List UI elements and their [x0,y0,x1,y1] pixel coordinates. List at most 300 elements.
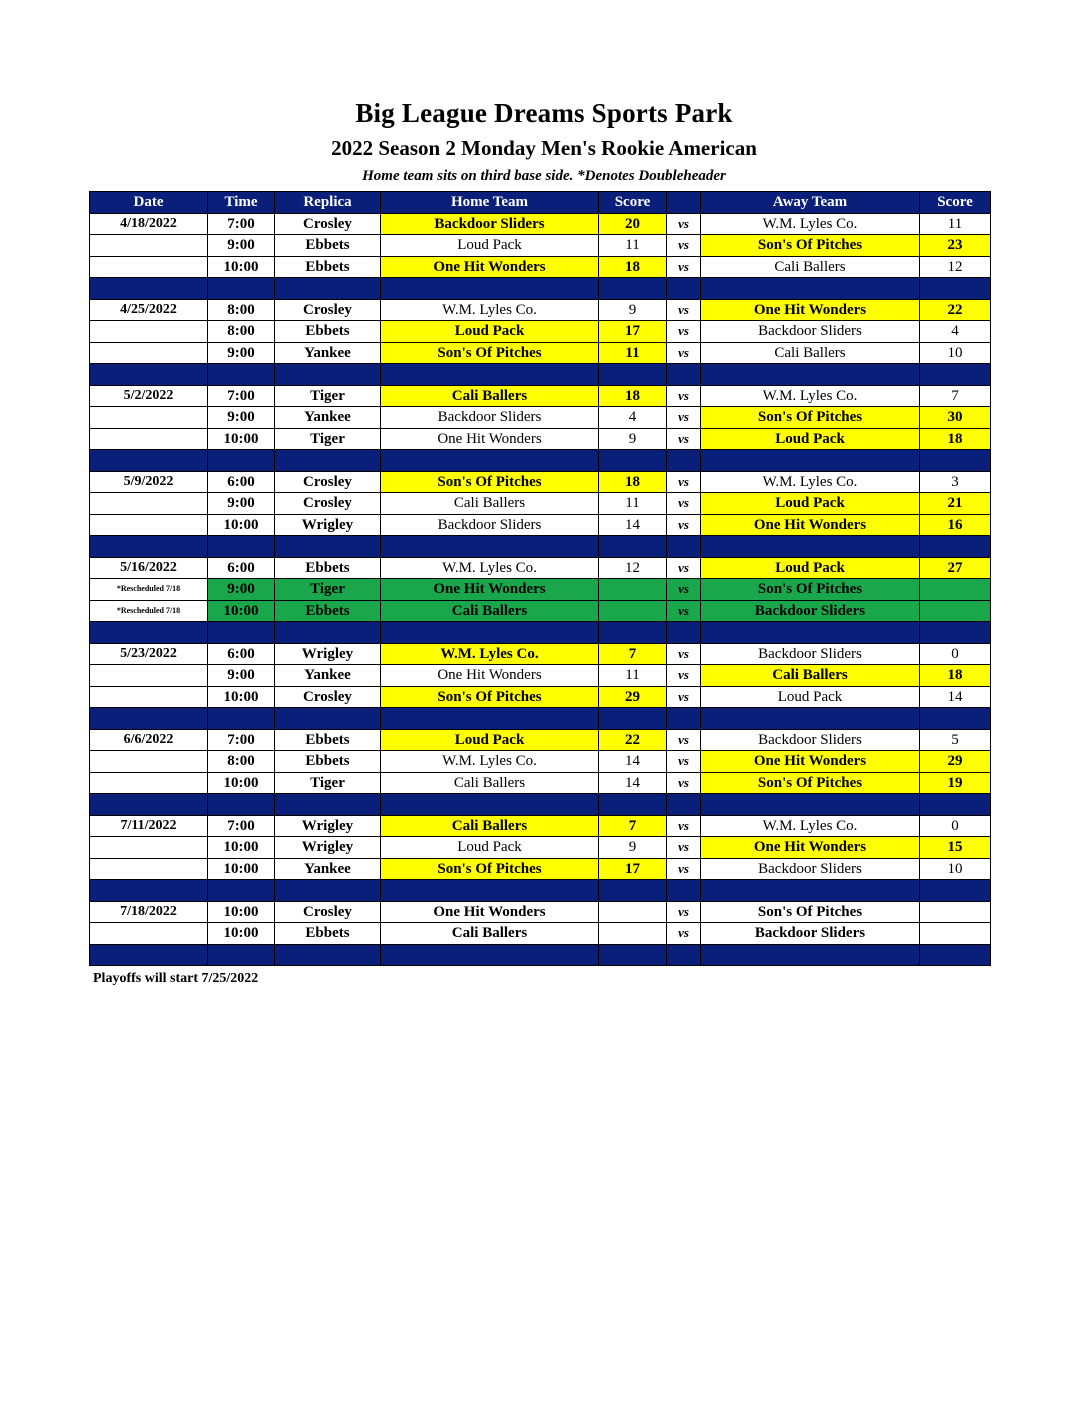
home-team-cell: Cali Ballers [381,772,599,794]
separator-cell [920,278,991,300]
vs-cell: vs [667,579,701,601]
time-cell: 8:00 [208,321,275,343]
home-score-cell: 18 [599,385,667,407]
date-cell [90,923,208,945]
time-cell: 7:00 [208,729,275,751]
field-cell: Yankee [275,342,381,364]
separator-cell [381,364,599,386]
away-team-cell: One Hit Wonders [701,837,920,859]
table-row [90,600,991,622]
time-cell: 10:00 [208,837,275,859]
time-cell: 9:00 [208,579,275,601]
home-team-cell: Cali Ballers [381,923,599,945]
separator-cell [381,794,599,816]
home-team-cell: W.M. Lyles Co. [381,557,599,579]
home-score-cell: 14 [599,772,667,794]
home-score-cell: 7 [599,643,667,665]
home-team-cell: Cali Ballers [381,385,599,407]
vs-cell: vs [667,342,701,364]
field-cell: Crosley [275,471,381,493]
away-score-cell: 14 [920,686,991,708]
home-team-cell: One Hit Wonders [381,665,599,687]
table-row [90,514,991,536]
separator-cell [701,364,920,386]
separator-cell [701,450,920,472]
home-score-cell [599,600,667,622]
column-header [667,192,701,214]
home-score-cell: 7 [599,815,667,837]
date-cell: 7/11/2022 [90,815,208,837]
home-score-cell [599,901,667,923]
home-team-cell: Son's Of Pitches [381,858,599,880]
home-team-cell: Loud Pack [381,321,599,343]
table-row [90,837,991,859]
vs-cell: vs [667,407,701,429]
home-score-cell: 12 [599,557,667,579]
page-title: Big League Dreams Sports Park [355,98,733,128]
field-cell: Ebbets [275,235,381,257]
date-cell [90,751,208,773]
separator-cell [90,536,208,558]
away-team-cell: Loud Pack [701,428,920,450]
separator-cell [701,708,920,730]
vs-cell: vs [667,665,701,687]
vs-cell: vs [667,428,701,450]
time-cell: 10:00 [208,772,275,794]
vs-cell: vs [667,471,701,493]
away-score-cell: 10 [920,858,991,880]
column-header: Score [920,192,991,214]
field-cell: Crosley [275,493,381,515]
table-header-row [90,192,991,214]
home-score-cell: 11 [599,665,667,687]
date-cell: 7/18/2022 [90,901,208,923]
time-cell: 7:00 [208,815,275,837]
home-team-cell: Cali Ballers [381,493,599,515]
separator-cell [599,880,667,902]
away-score-cell: 29 [920,751,991,773]
date-cell: 6/6/2022 [90,729,208,751]
separator-cell [381,278,599,300]
date-cell: 5/23/2022 [90,643,208,665]
week-separator-row [90,880,991,902]
field-cell: Ebbets [275,256,381,278]
vs-cell: vs [667,751,701,773]
separator-cell [275,364,381,386]
date-cell [90,342,208,364]
away-score-cell: 23 [920,235,991,257]
separator-cell [381,944,599,966]
home-score-cell: 11 [599,342,667,364]
separator-cell [667,880,701,902]
separator-cell [90,364,208,386]
time-cell: 10:00 [208,858,275,880]
away-team-cell: Loud Pack [701,557,920,579]
time-cell: 6:00 [208,557,275,579]
vs-cell: vs [667,643,701,665]
column-header: Time [208,192,275,214]
home-team-cell: Loud Pack [381,235,599,257]
table-row [90,686,991,708]
date-cell: 5/9/2022 [90,471,208,493]
field-cell: Ebbets [275,729,381,751]
separator-cell [599,278,667,300]
time-cell: 10:00 [208,901,275,923]
time-cell: 10:00 [208,686,275,708]
field-cell: Wrigley [275,815,381,837]
vs-cell: vs [667,235,701,257]
date-cell [90,407,208,429]
away-team-cell: W.M. Lyles Co. [701,815,920,837]
column-header: Away Team [701,192,920,214]
table-row [90,493,991,515]
table-row [90,385,991,407]
separator-cell [701,278,920,300]
home-team-cell: Loud Pack [381,729,599,751]
separator-cell [920,708,991,730]
separator-cell [667,708,701,730]
home-team-cell: Cali Ballers [381,815,599,837]
away-team-cell: W.M. Lyles Co. [701,213,920,235]
home-score-cell: 17 [599,321,667,343]
away-score-cell [920,901,991,923]
field-cell: Ebbets [275,600,381,622]
separator-cell [701,536,920,558]
table-row [90,321,991,343]
home-score-cell: 9 [599,428,667,450]
separator-cell [701,622,920,644]
field-cell: Crosley [275,299,381,321]
table-row [90,901,991,923]
away-score-cell [920,600,991,622]
home-team-cell: Backdoor Sliders [381,213,599,235]
date-cell [90,686,208,708]
date-cell [90,428,208,450]
away-score-cell: 30 [920,407,991,429]
separator-cell [920,364,991,386]
separator-cell [208,450,275,472]
column-header: Score [599,192,667,214]
separator-cell [599,364,667,386]
field-cell: Tiger [275,772,381,794]
separator-cell [90,944,208,966]
home-team-cell: Backdoor Sliders [381,407,599,429]
field-cell: Tiger [275,579,381,601]
away-score-cell: 5 [920,729,991,751]
home-score-cell: 17 [599,858,667,880]
vs-cell: vs [667,772,701,794]
field-cell: Wrigley [275,643,381,665]
vs-cell: vs [667,858,701,880]
away-team-cell: One Hit Wonders [701,514,920,536]
table-row [90,471,991,493]
time-cell: 8:00 [208,751,275,773]
separator-cell [208,364,275,386]
separator-cell [275,536,381,558]
date-cell: *Rescheduled 7/18 [90,579,208,601]
week-separator-row [90,536,991,558]
separator-cell [599,794,667,816]
away-score-cell: 10 [920,342,991,364]
vs-cell: vs [667,901,701,923]
table-row [90,665,991,687]
away-team-cell: Backdoor Sliders [701,321,920,343]
time-cell: 10:00 [208,256,275,278]
home-team-cell: W.M. Lyles Co. [381,299,599,321]
field-cell: Tiger [275,385,381,407]
field-cell: Crosley [275,901,381,923]
separator-cell [599,944,667,966]
separator-cell [208,622,275,644]
time-cell: 6:00 [208,471,275,493]
away-team-cell: Son's Of Pitches [701,901,920,923]
separator-cell [667,364,701,386]
time-cell: 6:00 [208,643,275,665]
separator-cell [599,708,667,730]
field-cell: Tiger [275,428,381,450]
separator-cell [208,536,275,558]
field-cell: Ebbets [275,923,381,945]
away-team-cell: Backdoor Sliders [701,923,920,945]
table-row [90,643,991,665]
away-team-cell: Backdoor Sliders [701,643,920,665]
schedule-table [89,191,991,966]
home-score-cell: 18 [599,256,667,278]
away-score-cell: 18 [920,428,991,450]
separator-cell [599,536,667,558]
field-cell: Yankee [275,407,381,429]
away-team-cell: One Hit Wonders [701,299,920,321]
table-row [90,729,991,751]
away-score-cell [920,579,991,601]
home-team-cell: One Hit Wonders [381,579,599,601]
away-team-cell: One Hit Wonders [701,751,920,773]
separator-cell [90,622,208,644]
table-row [90,213,991,235]
separator-cell [275,944,381,966]
separator-cell [667,794,701,816]
away-team-cell: Backdoor Sliders [701,858,920,880]
table-row [90,579,991,601]
field-cell: Crosley [275,686,381,708]
column-header: Home Team [381,192,599,214]
home-team-cell: Son's Of Pitches [381,471,599,493]
separator-cell [667,278,701,300]
home-team-cell: Backdoor Sliders [381,514,599,536]
date-cell: *Rescheduled 7/18 [90,600,208,622]
away-score-cell: 0 [920,815,991,837]
home-score-cell: 14 [599,751,667,773]
time-cell: 10:00 [208,600,275,622]
time-cell: 9:00 [208,665,275,687]
table-row [90,772,991,794]
table-row [90,815,991,837]
time-cell: 10:00 [208,923,275,945]
vs-cell: vs [667,493,701,515]
away-score-cell: 18 [920,665,991,687]
vs-cell: vs [667,600,701,622]
separator-cell [381,622,599,644]
separator-cell [920,450,991,472]
vs-cell: vs [667,557,701,579]
away-score-cell: 22 [920,299,991,321]
away-score-cell: 7 [920,385,991,407]
date-cell [90,256,208,278]
away-score-cell: 4 [920,321,991,343]
separator-cell [381,536,599,558]
date-cell: 4/25/2022 [90,299,208,321]
separator-cell [90,880,208,902]
away-score-cell: 15 [920,837,991,859]
separator-cell [381,880,599,902]
home-score-cell: 22 [599,729,667,751]
table-row [90,858,991,880]
away-team-cell: Cali Ballers [701,665,920,687]
vs-cell: vs [667,385,701,407]
date-cell: 5/16/2022 [90,557,208,579]
table-row [90,256,991,278]
date-cell [90,772,208,794]
table-row [90,923,991,945]
field-cell: Wrigley [275,514,381,536]
separator-cell [667,944,701,966]
date-cell [90,321,208,343]
separator-cell [381,450,599,472]
separator-cell [920,880,991,902]
table-row [90,751,991,773]
date-cell: 4/18/2022 [90,213,208,235]
time-cell: 10:00 [208,428,275,450]
separator-cell [599,622,667,644]
time-cell: 9:00 [208,493,275,515]
home-score-cell: 9 [599,299,667,321]
separator-cell [275,622,381,644]
separator-cell [667,536,701,558]
home-score-cell: 29 [599,686,667,708]
home-score-cell [599,923,667,945]
week-separator-row [90,278,991,300]
table-row [90,299,991,321]
separator-cell [90,708,208,730]
separator-cell [208,278,275,300]
home-team-cell: One Hit Wonders [381,256,599,278]
field-cell: Wrigley [275,837,381,859]
week-separator-row [90,794,991,816]
away-team-cell: Son's Of Pitches [701,407,920,429]
separator-cell [275,278,381,300]
home-team-cell: W.M. Lyles Co. [381,643,599,665]
field-cell: Ebbets [275,321,381,343]
table-row [90,557,991,579]
vs-cell: vs [667,815,701,837]
vs-cell: vs [667,686,701,708]
away-score-cell: 0 [920,643,991,665]
time-cell: 7:00 [208,385,275,407]
separator-cell [208,880,275,902]
schedule-note: Home team sits on third base side. *Denotes Doubleheader [362,168,726,184]
week-separator-row [90,364,991,386]
away-team-cell: Son's Of Pitches [701,235,920,257]
separator-cell [275,708,381,730]
week-separator-row [90,622,991,644]
time-cell: 9:00 [208,342,275,364]
home-team-cell: One Hit Wonders [381,901,599,923]
vs-cell: vs [667,321,701,343]
separator-cell [701,880,920,902]
home-score-cell: 14 [599,514,667,536]
home-team-cell: W.M. Lyles Co. [381,751,599,773]
separator-cell [208,794,275,816]
away-score-cell: 12 [920,256,991,278]
home-team-cell: Son's Of Pitches [381,686,599,708]
date-cell [90,665,208,687]
time-cell: 10:00 [208,514,275,536]
away-team-cell: Cali Ballers [701,256,920,278]
home-score-cell: 11 [599,235,667,257]
home-team-cell: Son's Of Pitches [381,342,599,364]
time-cell: 8:00 [208,299,275,321]
separator-cell [599,450,667,472]
separator-cell [275,880,381,902]
away-team-cell: Cali Ballers [701,342,920,364]
separator-cell [920,536,991,558]
vs-cell: vs [667,729,701,751]
date-cell [90,514,208,536]
separator-cell [701,944,920,966]
separator-cell [920,622,991,644]
week-separator-row [90,708,991,730]
away-score-cell: 11 [920,213,991,235]
week-separator-row [90,450,991,472]
home-team-cell: One Hit Wonders [381,428,599,450]
separator-cell [275,794,381,816]
field-cell: Yankee [275,665,381,687]
away-score-cell: 3 [920,471,991,493]
date-cell [90,235,208,257]
home-team-cell: Cali Ballers [381,600,599,622]
column-header: Replica [275,192,381,214]
separator-cell [90,278,208,300]
home-team-cell: Loud Pack [381,837,599,859]
home-score-cell: 11 [599,493,667,515]
vs-cell: vs [667,213,701,235]
separator-cell [920,794,991,816]
column-header: Date [90,192,208,214]
away-score-cell: 21 [920,493,991,515]
vs-cell: vs [667,923,701,945]
table-row [90,428,991,450]
away-team-cell: W.M. Lyles Co. [701,385,920,407]
home-score-cell: 9 [599,837,667,859]
field-cell: Crosley [275,213,381,235]
field-cell: Yankee [275,858,381,880]
date-cell [90,493,208,515]
separator-cell [667,622,701,644]
time-cell: 9:00 [208,235,275,257]
home-score-cell: 18 [599,471,667,493]
separator-cell [90,794,208,816]
page-subtitle: 2022 Season 2 Monday Men's Rookie American [331,136,757,160]
away-team-cell: Son's Of Pitches [701,579,920,601]
home-score-cell [599,579,667,601]
separator-cell [208,944,275,966]
away-score-cell: 19 [920,772,991,794]
table-row [90,342,991,364]
separator-cell [701,794,920,816]
field-cell: Ebbets [275,751,381,773]
away-team-cell: Son's Of Pitches [701,772,920,794]
table-row [90,407,991,429]
